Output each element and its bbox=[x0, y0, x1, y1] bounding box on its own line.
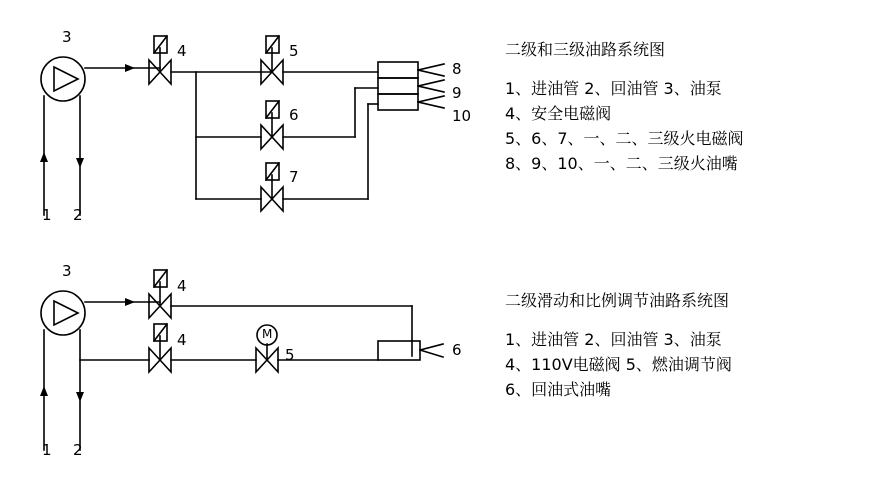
legend-top bbox=[505, 37, 744, 176]
legend-top-line-2: 4、安全电磁阀 bbox=[505, 104, 612, 123]
legend-top-line-1: 1、进油管 2、回油管 3、油泵 bbox=[505, 79, 722, 98]
valve-7-top bbox=[261, 163, 283, 211]
arrow-return-bottom bbox=[76, 392, 84, 402]
label-top-2: 2 bbox=[73, 206, 83, 224]
arrow-inlet-top bbox=[40, 152, 48, 162]
label-top-4: 4 bbox=[177, 42, 187, 60]
legend-bottom-title: 二级滑动和比例调节油路系统图 bbox=[505, 291, 730, 310]
arrow-flow-top bbox=[125, 64, 135, 72]
legend-top-title: 二级和三级油路系统图 bbox=[505, 40, 666, 59]
label-top-10: 10 bbox=[452, 107, 472, 125]
arrow-flow-bottom bbox=[125, 298, 135, 306]
legend-bottom-line-3: 6、回油式油嘴 bbox=[505, 380, 612, 399]
arrow-return-top bbox=[76, 158, 84, 168]
label-top-5: 5 bbox=[289, 42, 299, 60]
label-top-6: 6 bbox=[289, 106, 299, 124]
label-bottom-4b: 4 bbox=[177, 331, 187, 349]
legend-bottom-line-1: 1、进油管 2、回油管 3、油泵 bbox=[505, 330, 722, 349]
label-bottom-2: 2 bbox=[73, 441, 83, 459]
label-top-7: 7 bbox=[289, 168, 299, 186]
valve-4-top bbox=[149, 36, 171, 84]
valve-5-top bbox=[261, 36, 283, 84]
label-bottom-3: 3 bbox=[62, 262, 72, 280]
legend-top-line-3: 5、6、7、一、二、三级火电磁阀 bbox=[505, 129, 744, 148]
label-bottom-5: 5 bbox=[285, 346, 295, 364]
label-top-1: 1 bbox=[42, 206, 52, 224]
legend-top-line-4: 8、9、10、一、二、三级火油嘴 bbox=[505, 154, 738, 173]
valve-4-bottom-upper bbox=[149, 270, 171, 318]
label-bottom-6: 6 bbox=[452, 341, 462, 359]
arrow-inlet-bottom bbox=[40, 386, 48, 396]
label-top-8: 8 bbox=[452, 60, 462, 78]
legend-bottom bbox=[505, 288, 732, 402]
pump-bottom-triangle bbox=[54, 301, 78, 325]
label-top-9: 9 bbox=[452, 84, 462, 102]
label-top-3: 3 bbox=[62, 28, 72, 46]
label-motor-m: M bbox=[262, 327, 273, 341]
nozzle-block-top bbox=[378, 62, 444, 110]
pump-top-triangle bbox=[54, 67, 78, 91]
valve-4-bottom-lower bbox=[149, 324, 171, 372]
nozzle-bottom bbox=[378, 341, 443, 360]
valve-6-top bbox=[261, 101, 283, 149]
label-bottom-4a: 4 bbox=[177, 277, 187, 295]
label-bottom-1: 1 bbox=[42, 441, 52, 459]
legend-bottom-line-2: 4、110V电磁阀 5、燃油调节阀 bbox=[505, 355, 732, 374]
